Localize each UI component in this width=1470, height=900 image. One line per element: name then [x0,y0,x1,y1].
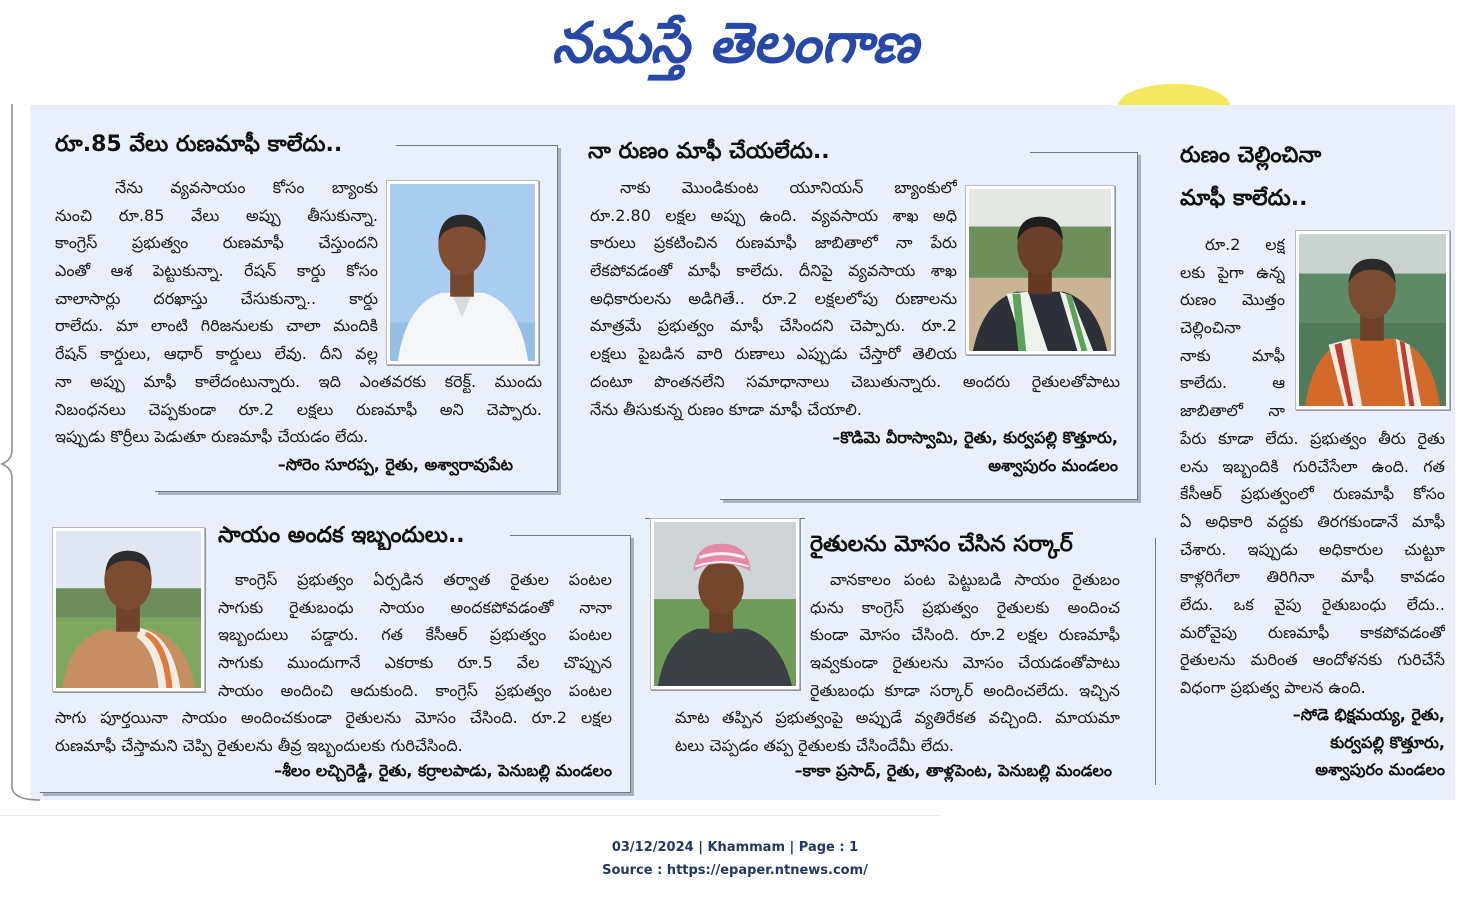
article-5-body [675,566,1120,760]
body-line: నాకు మాఫీ [1180,345,1285,365]
body-line: మాట తప్పిన ప్రభుత్వంపై అప్పుడే వ్యతిరేకత వచ్చింది. మాయమా [675,708,1120,728]
article-4-heading: సాయం అందక ఇబ్బందులు.. [218,523,465,548]
article-2-heading: నా రుణం మాఫీ చేయలేదు.. [588,139,830,164]
body-line: పేరు కూడా లేదు. ప్రభుత్వం తీరు రైతు [1180,428,1445,448]
byline-line: అశ్వాపురం మండలం [1315,760,1445,780]
body-line: అధికారులను అడిగితే.. రూ.2 లక్షలలోపు రుణాలను [590,288,957,308]
body-line: నుంచి రూ.85 వేలు అప్పు తీసుకున్నా. [55,205,378,225]
byline-line: –శీలం లచ్చిరెడ్డి, రైతు, కర్రాలపాడు, పెనుబల్లి మండలం [274,761,612,780]
byline-line: –సోడె భిక్షమయ్య, రైతు, [1292,705,1445,724]
body-line: కాంగ్రెస్ ప్రభుత్వం ఏర్పడిన తర్వాత రైతుల పంటల [235,570,612,589]
heading-line: రుణం చెల్లించినా [1180,143,1322,168]
body-line: రుణమాఫీ చేస్తామని చెప్పి రైతులను తీవ్ర ఇబ్బందులకు గురిచేసింది. [55,736,463,756]
article-4-top-rule [510,535,631,536]
article-2-body [590,174,1120,423]
byline-line: అశ్వాపురం మండలం [988,455,1118,475]
body-line: ఇవ్వకుండా రైతులను మోసం చేయడంతోపాటు [810,653,1120,673]
body-line: వానకాలం పంట పెట్టుబడి సాయం రైతుబం [830,570,1120,589]
body-line: కాలేదు. ఆ [1180,373,1285,393]
body-line: కారులు ప్రకటించిన రుణమాఫీ జాబితాలో నా పేరు [590,233,957,253]
body-line: మాత్రమే ప్రభుత్వం మాఫీ చేసిందని చెప్పారు. రూ.2 [590,316,957,336]
article-4-byline [55,757,612,785]
body-line: కాళ్లరిగేలా తిరిగినా మాఫీ కావడం [1180,567,1445,587]
body-line: సాగు పూర్తయినా సాయం అందించకుండా రైతులను మోసం చేసింది. రూ.2 లక్షల [55,708,612,728]
body-line: రాలేదు. మా లాంటి గిరిజనులకు చాలా మందికి [55,316,378,336]
article-5-right-rule [1155,538,1156,785]
body-line: లక్షలు పైబడిన వారి రుణాలు ఎప్పుడు చేస్తారో తెలియ [590,344,957,364]
body-line: ఇబ్బందులు పడ్డారు. గత కేసీఆర్ ప్రభుత్వం పంటల [218,625,612,645]
article-1-heading: రూ.85 వేలు రుణమాఫీ కాలేదు.. [55,132,343,157]
source-info: Source : https://epaper.ntnews.com/ [602,863,868,878]
body-line: రైతులను మరింత ఆందోళనకు గురిచేసే [1180,650,1445,670]
body-line: ఏ అధికారి వద్దకు తిరగకుండానే మాఫీ [1180,511,1445,531]
body-line: కాంగ్రెస్ ప్రభుత్వం రుణమాఫీ చేస్తుందని [55,233,378,253]
body-line: లేదు. ఒక వైపు రైతుబంధు లేదు.. [1180,594,1445,614]
body-line: రూ.2.80 లక్షల అప్పు ఉంది. వ్యవసాయ శాఖ అధి [590,205,957,225]
body-line: నేను వ్యవసాయం కోసం బ్యాంకు [115,178,378,197]
article-4-body [55,566,612,760]
article-2-byline [590,424,1118,479]
article-1-top-rule [396,145,558,146]
article-3-body [1180,231,1445,702]
byline-line: –కొడిమె వీరాస్వామి, రైతు, కుర్వపల్లి కొత్తూరు, [832,428,1118,447]
heading-line: మాఫీ కాలేదు.. [1180,186,1308,211]
body-line: దంటూ పొంతనలేని సమాధానాలు చెబుతున్నారు. అందరు రైతులతోపాటు [590,371,1120,391]
article-2-top-rule [1030,152,1138,153]
body-line: సాయం అందించి ఆదుకుంది. కాంగ్రెస్ ప్రభుత్వం పంటల [218,680,612,700]
body-line: కేసీఆర్ ప్రభుత్వంలో రుణమాఫీ కోసం [1180,484,1445,504]
body-line: రైతుబంధు కూడా సర్కార్ అందించలేదు. ఇచ్చిన [810,680,1120,700]
byline-line: –కాకా ప్రసాద్, రైతు, తాళ్లపెంట, పెనుబల్లి మండలం [794,761,1112,780]
edition-info: 03/12/2024 | Khammam | Page : 1 [611,840,859,855]
body-line: చేశారు. ఇప్పుడు అధికారుల చుట్టూ [1180,539,1445,559]
body-line: లకు పైగా ఉన్న [1180,262,1285,282]
body-line: ఎంతో ఆశ పెట్టుకున్నా. రేషన్ కార్డు కోసం [55,261,378,281]
body-line: విధంగా ప్రభుత్వ పాలన ఉంది. [1180,678,1366,697]
body-line: జాబితాలో నా [1180,401,1285,421]
body-line: ధును కాంగ్రెస్ ప్రభుత్వం రైతులకు అందించ [810,597,1120,617]
article-5-byline [675,757,1112,785]
body-line: లను ఇబ్బందికి గురిచేసేలా ఉంది. గత [1180,456,1445,476]
body-line: నా అప్పు మాఫీ కాలేదంటున్నారు. ఇది ఎంతవరకు కరెక్ట్. ముందు [55,371,542,391]
article-1-body [55,174,542,451]
body-line: నిబంధనలు చెప్పకుండా రూ.2 లక్షలు రుణమాఫీ అని చెప్పారు. [55,399,542,419]
body-line: సాగుకు రైతుబంధు సాయం అందకపోవడంతో నానా [218,597,612,617]
body-line: టలు చెప్పడం తప్ప రైతులకు చేసిందేమీ లేదు. [675,736,955,756]
body-line: సాగుకు ముందుగానే ఎకరాకు రూ.5 వేల చొప్పున [218,653,612,673]
body-line: మరోవైపు రుణమాఫీ కాకపోవడంతో [1180,622,1445,642]
body-line: నేను తీసుకున్న రుణం కూడా మాఫీ చేయాలి. [590,399,862,419]
body-line: ఇప్పుడు కొర్రీలు పెడుతూ రుణమాఫీ చేయడం లేదు. [55,427,369,447]
body-line: లేకపోవడంతో మాఫీ కాలేదు. దీనిపై వ్యవసాయ శాఖ [590,261,957,281]
article-3-byline [1180,701,1445,784]
article-3-heading [1180,134,1445,220]
body-line: రూ.2 లక్ష [1205,235,1285,254]
footer-divider [0,815,940,816]
body-line: కుండా మోసం చేసింది. రూ.2 లక్షల రుణమాఫీ [810,625,1120,645]
body-line: రుణం మొత్తం [1180,290,1285,310]
byline-line: కుర్వపల్లి కొత్తూరు, [1330,732,1445,752]
body-line: చెల్లించినా [1180,318,1241,338]
article-1-byline [55,451,513,479]
body-line: నాకు మొండికుంట యూనియన్ బ్యాంకులో [620,178,957,197]
masthead-logo: నమస్తే తెలంగాణ [551,10,919,76]
byline-line: –సోరెం సూరప్ప, రైతు, అశ్వారావుపేట [277,455,513,474]
article-5-heading: రైతులను మోసం చేసిన సర్కార్ [810,532,1073,557]
body-line: రేషన్ కార్డులు, ఆధార్ కార్డులు లేవు. దీని వల్ల [55,344,378,364]
body-line: చాలాసార్లు దరఖాస్తు చేసుకున్నా.. కార్డు [55,288,378,308]
